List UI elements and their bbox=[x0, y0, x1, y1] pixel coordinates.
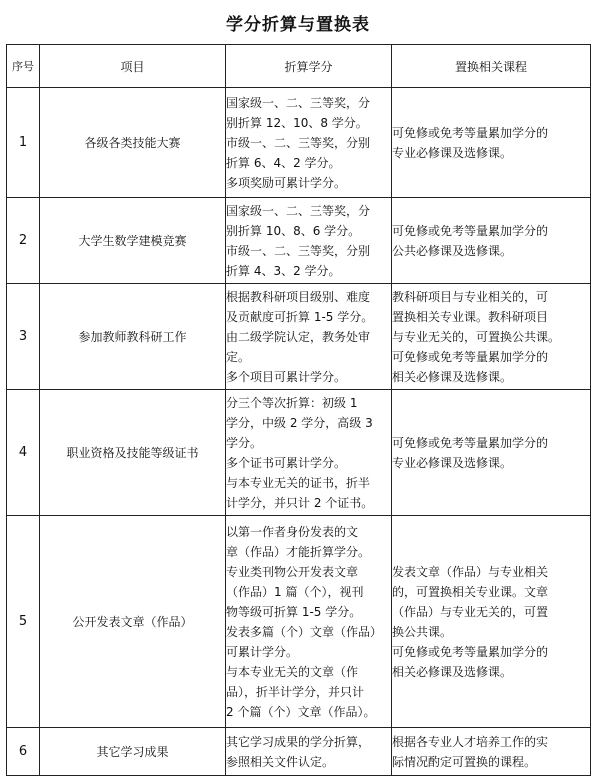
row-index: 3 bbox=[7, 284, 40, 390]
replace-line: 与专业无关的，可置换公共课。 bbox=[392, 329, 561, 344]
credit-line: 多个项目可累计学分。 bbox=[226, 369, 347, 384]
replace-line: 专业必修课及选修课。 bbox=[392, 455, 513, 470]
credit-line: 品），折半计学分，并只计 bbox=[226, 684, 365, 699]
replace-line: 根据各专业人才培养工作的实 bbox=[392, 734, 549, 749]
row-replace bbox=[392, 390, 591, 516]
table-row bbox=[7, 198, 591, 284]
row-credit bbox=[226, 728, 392, 776]
credit-line: 章（作品）才能折算学分。 bbox=[226, 544, 371, 559]
row-credit bbox=[226, 284, 392, 390]
row-replace bbox=[392, 728, 591, 776]
row-index: 2 bbox=[7, 198, 40, 284]
header-credit: 折算学分 bbox=[226, 45, 392, 88]
table-row bbox=[7, 516, 591, 728]
replace-line: 教科研项目与专业相关的，可 bbox=[392, 289, 549, 304]
credit-line: 分三个等次折算：初级 1 bbox=[226, 395, 358, 410]
row-item: 职业资格及技能等级证书 bbox=[40, 390, 226, 516]
replace-line: 可免修或免考等量累加学分的 bbox=[392, 223, 549, 238]
table-header-row bbox=[7, 45, 591, 88]
row-item: 其它学习成果 bbox=[40, 728, 226, 776]
table-row bbox=[7, 284, 591, 390]
credit-line: 发表多篇（个）文章（作品） bbox=[226, 624, 383, 639]
replace-line: （作品）与专业无关的，可置 bbox=[392, 604, 549, 619]
credit-conversion-table bbox=[6, 44, 591, 776]
row-credit bbox=[226, 198, 392, 284]
replace-line: 换公共课。 bbox=[392, 624, 453, 639]
row-replace bbox=[392, 198, 591, 284]
row-credit bbox=[226, 88, 392, 198]
credit-line: 与本专业无关的证书，折半 bbox=[226, 475, 371, 490]
credit-line: 与本专业无关的文章（作 bbox=[226, 664, 359, 679]
row-replace bbox=[392, 284, 591, 390]
credit-line: 国家级一、二、三等奖，分 bbox=[226, 95, 371, 110]
credit-line: 参照相关文件认定。 bbox=[226, 754, 335, 769]
credit-line: 多项奖励可累计学分。 bbox=[226, 175, 347, 190]
table-row bbox=[7, 88, 591, 198]
table-row bbox=[7, 728, 591, 776]
row-index: 4 bbox=[7, 390, 40, 516]
credit-line: 市级一、二、三等奖，分别 bbox=[226, 135, 371, 150]
replace-line: 公共必修课及选修课。 bbox=[392, 243, 513, 258]
credit-line: 由二级学院认定，教务处审 bbox=[226, 329, 371, 344]
credit-line: 可累计学分。 bbox=[226, 644, 299, 659]
credit-line: 折算 6、4、2 学分。 bbox=[226, 155, 341, 170]
credit-line: 多个证书可累计学分。 bbox=[226, 455, 347, 470]
credit-line: （作品）1 篇（个），视刊 bbox=[226, 584, 364, 599]
row-item: 参加教师教科研工作 bbox=[40, 284, 226, 390]
credit-line: 2 个篇（个）文章（作品）。 bbox=[226, 704, 376, 719]
credit-line: 别折算 12、10、8 学分。 bbox=[226, 115, 368, 130]
credit-line: 学分。 bbox=[226, 435, 263, 450]
credit-line: 国家级一、二、三等奖，分 bbox=[226, 203, 371, 218]
row-index: 6 bbox=[7, 728, 40, 776]
replace-line: 际情况酌定可置换的课程。 bbox=[392, 754, 537, 769]
row-index: 5 bbox=[7, 516, 40, 728]
row-replace bbox=[392, 516, 591, 728]
credit-line: 计学分，并只计 2 个证书。 bbox=[226, 495, 374, 510]
credit-line: 别折算 10、8、6 学分。 bbox=[226, 223, 361, 238]
row-credit bbox=[226, 516, 392, 728]
row-item: 公开发表文章（作品） bbox=[40, 516, 226, 728]
credit-line: 专业类刊物公开发表文章 bbox=[226, 564, 359, 579]
replace-line: 可免修或免考等量累加学分的 bbox=[392, 644, 549, 659]
replace-line: 相关必修课及选修课。 bbox=[392, 664, 513, 679]
credit-line: 市级一、二、三等奖，分别 bbox=[226, 243, 371, 258]
credit-line: 物等级可折算 1-5 学分。 bbox=[226, 604, 362, 619]
row-credit bbox=[226, 390, 392, 516]
replace-line: 可免修或免考等量累加学分的 bbox=[392, 435, 549, 450]
replace-line: 可免修或免考等量累加学分的 bbox=[392, 125, 549, 140]
replace-line: 可免修或免考等量累加学分的 bbox=[392, 349, 549, 364]
replace-line: 发表文章（作品）与专业相关 bbox=[392, 564, 549, 579]
credit-line: 定。 bbox=[226, 349, 251, 364]
replace-line: 置换相关专业课。教科研项目 bbox=[392, 309, 549, 324]
credit-line: 折算 4、3、2 学分。 bbox=[226, 263, 341, 278]
replace-line: 的，可置换相关专业课。文章 bbox=[392, 584, 549, 599]
header-index: 序号 bbox=[7, 45, 40, 88]
row-index: 1 bbox=[7, 88, 40, 198]
page-title: 学分折算与置换表 bbox=[226, 15, 370, 35]
credit-line: 根据教科研项目级别、难度 bbox=[226, 289, 371, 304]
credit-line: 以第一作者身份发表的文 bbox=[226, 524, 359, 539]
replace-line: 专业必修课及选修课。 bbox=[392, 145, 513, 160]
row-item: 各级各类技能大赛 bbox=[40, 88, 226, 198]
credit-line: 及贡献度可折算 1-5 学分。 bbox=[226, 309, 374, 324]
row-replace bbox=[392, 88, 591, 198]
row-item: 大学生数学建模竞赛 bbox=[40, 198, 226, 284]
table-row bbox=[7, 390, 591, 516]
header-item: 项目 bbox=[40, 45, 226, 88]
credit-line: 其它学习成果的学分折算， bbox=[226, 734, 371, 749]
header-replace: 置换相关课程 bbox=[392, 45, 591, 88]
credit-line: 学分，中级 2 学分，高级 3 bbox=[226, 415, 373, 430]
replace-line: 相关必修课及选修课。 bbox=[392, 369, 513, 384]
